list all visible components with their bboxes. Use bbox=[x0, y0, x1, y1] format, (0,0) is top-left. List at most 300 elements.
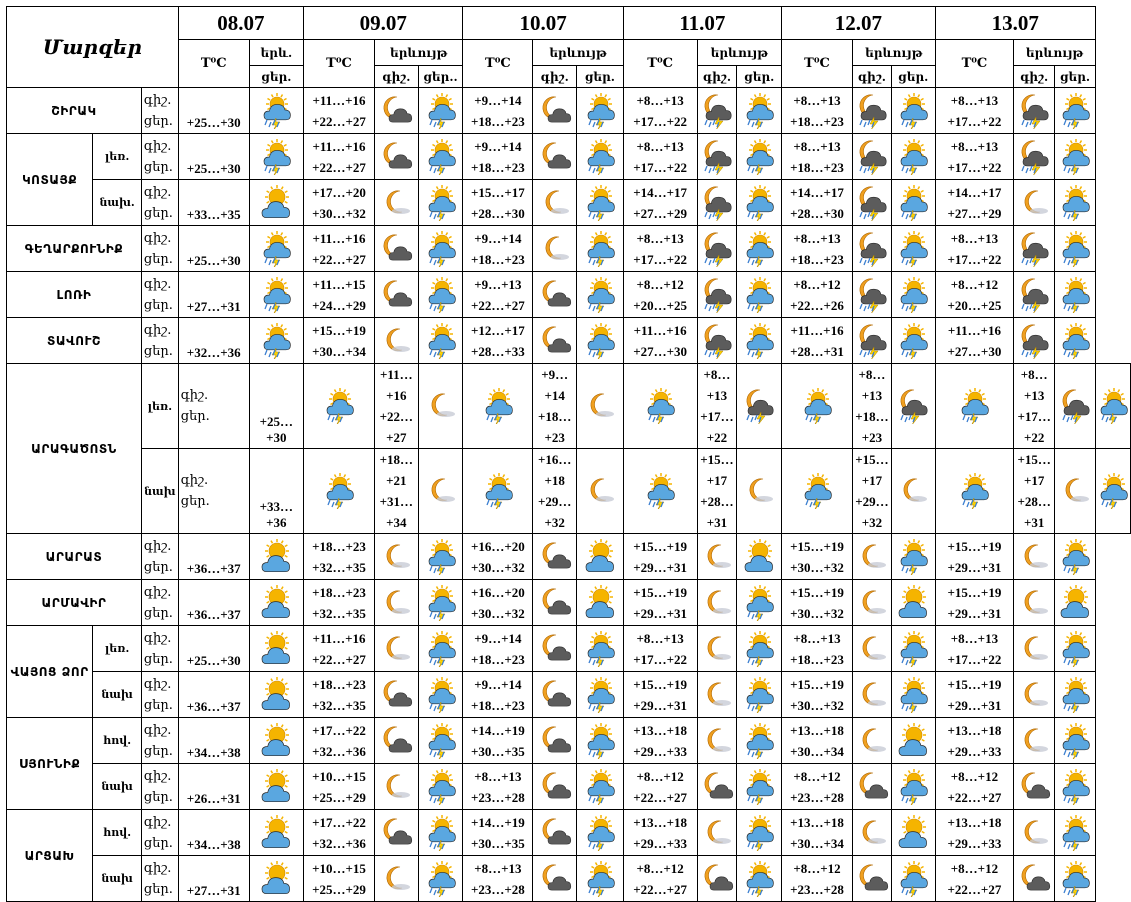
temp-day-1: +25…+30 bbox=[178, 134, 249, 180]
weather-icon bbox=[249, 226, 303, 272]
night-day-label: գիշ. ցեր. bbox=[141, 672, 178, 718]
night-weather-icon bbox=[374, 856, 418, 902]
night-weather-icon bbox=[697, 180, 737, 226]
region-name: ԼՈՌԻ bbox=[7, 272, 142, 318]
day-label: ցեր. bbox=[577, 66, 624, 88]
day-label: ցեր. bbox=[1055, 66, 1096, 88]
temp-range: +15…+17 +29…+32 bbox=[852, 449, 891, 534]
night-weather-icon bbox=[374, 226, 418, 272]
night-weather-icon bbox=[697, 534, 737, 580]
day-weather-icon bbox=[1055, 180, 1096, 226]
phen-short: երև. bbox=[249, 40, 303, 66]
temp-range: +8…+12 +20…+25 bbox=[935, 272, 1014, 318]
phen-label: երևույթ bbox=[1014, 40, 1096, 66]
night-weather-icon bbox=[697, 88, 737, 134]
night-weather-icon bbox=[1014, 626, 1055, 672]
day-weather-icon bbox=[418, 626, 463, 672]
region-name: ԳԵՂԱՐՔՈՒՆԻՔ bbox=[7, 226, 142, 272]
night-weather-icon bbox=[852, 180, 891, 226]
night-weather-icon bbox=[374, 180, 418, 226]
region-name: ՇԻՐԱԿ bbox=[7, 88, 142, 134]
night-day-label: գիշ. ցեր. bbox=[141, 810, 178, 856]
temp-range: +8…+12 +22…+26 bbox=[782, 272, 853, 318]
table-row bbox=[7, 810, 1131, 856]
temp-range: +8…+13 +17…+22 bbox=[623, 134, 697, 180]
day-weather-icon bbox=[737, 134, 782, 180]
night-weather-icon bbox=[374, 134, 418, 180]
day-weather-icon bbox=[418, 764, 463, 810]
day-weather-icon bbox=[1055, 718, 1096, 764]
weather-icon bbox=[304, 449, 375, 534]
temp-range: +8…+12 +23…+28 bbox=[782, 856, 853, 902]
night-weather-icon bbox=[697, 272, 737, 318]
weather-icon bbox=[249, 856, 303, 902]
day-weather-icon bbox=[463, 449, 533, 534]
temp-range: +14…+17 +28…+30 bbox=[782, 180, 853, 226]
night-label: գիշ. bbox=[852, 66, 891, 88]
temp-range: +11…+16 +28…+31 bbox=[782, 318, 853, 364]
night-weather-icon bbox=[1014, 810, 1055, 856]
weather-icon bbox=[249, 88, 303, 134]
temp-range: +8…+13 +23…+28 bbox=[463, 764, 533, 810]
weather-icon bbox=[249, 272, 303, 318]
temp-range: +8…+13 +18…+23 bbox=[782, 88, 853, 134]
table-row bbox=[7, 318, 1131, 364]
day-weather-icon bbox=[737, 318, 782, 364]
day-weather-icon bbox=[1096, 449, 1131, 534]
night-weather-icon bbox=[418, 449, 463, 534]
t-label: T⁰C bbox=[304, 40, 375, 88]
table-row bbox=[7, 718, 1131, 764]
temp-range: +8…+12 +20…+25 bbox=[623, 272, 697, 318]
day-weather-icon bbox=[577, 180, 624, 226]
temp-range: +18…+23 +32…+35 bbox=[304, 534, 375, 580]
night-weather-icon bbox=[374, 672, 418, 718]
night-day-label: գիշ. ցեր. bbox=[178, 364, 249, 449]
night-weather-icon bbox=[1014, 272, 1055, 318]
temp-range: +15…+19 +30…+34 bbox=[304, 318, 375, 364]
day-weather-icon bbox=[418, 672, 463, 718]
day-weather-icon bbox=[737, 226, 782, 272]
temp-range: +8…+13 +17…+22 bbox=[1014, 364, 1055, 449]
temp-range: +8…+12 +22…+27 bbox=[623, 764, 697, 810]
night-weather-icon bbox=[852, 764, 891, 810]
day-weather-icon bbox=[418, 88, 463, 134]
day-weather-icon bbox=[1055, 626, 1096, 672]
night-weather-icon bbox=[1055, 364, 1096, 449]
day-weather-icon bbox=[577, 272, 624, 318]
day-weather-icon bbox=[891, 134, 935, 180]
day-label: ցեր. bbox=[737, 66, 782, 88]
night-weather-icon bbox=[852, 718, 891, 764]
night-weather-icon bbox=[533, 534, 577, 580]
day-label: ցեր.. bbox=[418, 66, 463, 88]
day-weather-icon bbox=[418, 718, 463, 764]
table-row bbox=[7, 226, 1131, 272]
night-weather-icon bbox=[697, 810, 737, 856]
day-weather-icon bbox=[891, 672, 935, 718]
day-weather-icon bbox=[418, 534, 463, 580]
day-weather-icon bbox=[577, 810, 624, 856]
day-weather-icon bbox=[737, 672, 782, 718]
night-weather-icon bbox=[533, 318, 577, 364]
night-day-label: գիշ. ցեր. bbox=[141, 856, 178, 902]
temp-range: +16…+20 +30…+32 bbox=[463, 580, 533, 626]
weather-icon bbox=[249, 534, 303, 580]
night-weather-icon bbox=[533, 764, 577, 810]
day-weather-icon bbox=[577, 718, 624, 764]
night-day-label: գիշ. ցեր. bbox=[178, 449, 249, 534]
night-weather-icon bbox=[374, 272, 418, 318]
region-name: ԱՐԱՐԱՏ bbox=[7, 534, 142, 580]
night-weather-icon bbox=[1014, 534, 1055, 580]
night-weather-icon bbox=[374, 810, 418, 856]
temp-day-1: +32…+36 bbox=[178, 318, 249, 364]
temp-range: +11…+16 +22…+27 bbox=[304, 134, 375, 180]
night-weather-icon bbox=[1014, 226, 1055, 272]
subregion-name: նախ bbox=[93, 856, 142, 902]
weather-icon bbox=[249, 180, 303, 226]
night-weather-icon bbox=[1055, 449, 1096, 534]
weather-icon bbox=[249, 810, 303, 856]
night-day-label: գիշ. ցեր. bbox=[141, 580, 178, 626]
weather-icon bbox=[249, 134, 303, 180]
day-weather-icon bbox=[418, 134, 463, 180]
night-weather-icon bbox=[852, 580, 891, 626]
night-weather-icon bbox=[374, 718, 418, 764]
night-weather-icon bbox=[533, 88, 577, 134]
night-weather-icon bbox=[1014, 180, 1055, 226]
day-weather-icon bbox=[1055, 764, 1096, 810]
temp-range: +12…+17 +28…+33 bbox=[463, 318, 533, 364]
temp-range: +9…+14 +18…+23 bbox=[533, 364, 577, 449]
temp-range: +8…+13 +17…+22 bbox=[623, 226, 697, 272]
temp-range: +8…+12 +23…+28 bbox=[782, 764, 853, 810]
temp-range: +11…+15 +24…+29 bbox=[304, 272, 375, 318]
temp-range: +11…+16 +27…+30 bbox=[935, 318, 1014, 364]
temp-day-1: +25…+30 bbox=[178, 626, 249, 672]
temp-range: +11…+16 +22…+27 bbox=[374, 364, 418, 449]
day-weather-icon bbox=[891, 272, 935, 318]
night-weather-icon bbox=[1014, 856, 1055, 902]
day-weather-icon bbox=[577, 226, 624, 272]
phen-label: երևույթ bbox=[697, 40, 782, 66]
day-weather-icon bbox=[891, 534, 935, 580]
night-weather-icon bbox=[852, 810, 891, 856]
temp-range: +8…+13 +17…+22 bbox=[935, 626, 1014, 672]
day-weather-icon bbox=[891, 180, 935, 226]
subregion-name: հով. bbox=[93, 718, 142, 764]
region-name: ՎԱՅՈՑ ՁՈՐ bbox=[7, 626, 93, 718]
night-weather-icon bbox=[852, 88, 891, 134]
temp-range: +15…+19 +29…+31 bbox=[623, 534, 697, 580]
temp-day-1: +36…+37 bbox=[178, 580, 249, 626]
temp-range: +15…+17 +28…+31 bbox=[1014, 449, 1055, 534]
night-label: գիշ. bbox=[1014, 66, 1055, 88]
day-weather-icon bbox=[418, 180, 463, 226]
temp-day-1: +33…+35 bbox=[178, 180, 249, 226]
night-weather-icon bbox=[852, 856, 891, 902]
date-6: 13.07 bbox=[935, 7, 1095, 40]
night-weather-icon bbox=[697, 672, 737, 718]
temp-range: +13…+18 +29…+33 bbox=[623, 718, 697, 764]
day-weather-icon bbox=[577, 534, 624, 580]
weather-icon bbox=[249, 672, 303, 718]
temp-range: +14…+17 +27…+29 bbox=[623, 180, 697, 226]
day-weather-icon bbox=[577, 856, 624, 902]
night-weather-icon bbox=[533, 856, 577, 902]
day-weather-icon bbox=[418, 856, 463, 902]
night-weather-icon bbox=[533, 272, 577, 318]
weather-icon bbox=[249, 318, 303, 364]
day-weather-icon bbox=[891, 810, 935, 856]
night-weather-icon bbox=[533, 180, 577, 226]
phen-label: երևույթ bbox=[533, 40, 623, 66]
phen-label: երևույթ bbox=[374, 40, 462, 66]
day-weather-icon bbox=[891, 88, 935, 134]
table-row bbox=[7, 856, 1131, 902]
day-label: ցեր. bbox=[891, 66, 935, 88]
region-name: ԱՐԱԳԱԾՈՏՆ bbox=[7, 364, 142, 534]
night-weather-icon bbox=[697, 626, 737, 672]
night-weather-icon bbox=[737, 449, 782, 534]
day-weather-icon bbox=[935, 449, 1014, 534]
day-weather-icon bbox=[737, 810, 782, 856]
temp-range: +13…+18 +29…+33 bbox=[623, 810, 697, 856]
temp-range: +8…+12 +22…+27 bbox=[623, 856, 697, 902]
temp-day-1: +34…+38 bbox=[178, 810, 249, 856]
day-weather-icon bbox=[891, 718, 935, 764]
night-weather-icon bbox=[852, 672, 891, 718]
weather-icon bbox=[249, 718, 303, 764]
night-day-label: գիշ. ցեր. bbox=[141, 88, 178, 134]
night-weather-icon bbox=[533, 718, 577, 764]
temp-range: +9…+14 +18…+23 bbox=[463, 134, 533, 180]
temp-range: +8…+13 +18…+23 bbox=[852, 364, 891, 449]
t-label: T⁰C bbox=[178, 40, 249, 88]
table-row bbox=[7, 764, 1131, 810]
day-weather-icon bbox=[1055, 272, 1096, 318]
temp-range: +9…+14 +18…+23 bbox=[463, 626, 533, 672]
temp-range: +15…+19 +29…+31 bbox=[623, 672, 697, 718]
day-weather-icon bbox=[1055, 134, 1096, 180]
temp-range: +17…+22 +32…+36 bbox=[304, 810, 375, 856]
day-weather-icon bbox=[1055, 580, 1096, 626]
day-weather-icon bbox=[1055, 88, 1096, 134]
night-weather-icon bbox=[737, 364, 782, 449]
temp-day-1: +36…+37 bbox=[178, 672, 249, 718]
night-weather-icon bbox=[533, 134, 577, 180]
temp-day-1: +25…+30 bbox=[178, 88, 249, 134]
night-weather-icon bbox=[852, 226, 891, 272]
night-weather-icon bbox=[697, 856, 737, 902]
night-day-label: գիշ. ցեր. bbox=[141, 272, 178, 318]
temp-range: +8…+13 +17…+22 bbox=[935, 88, 1014, 134]
temp-range: +10…+15 +25…+29 bbox=[304, 856, 375, 902]
day-weather-icon bbox=[1055, 318, 1096, 364]
night-day-label: գիշ. ցեր. bbox=[141, 534, 178, 580]
day-weather-icon bbox=[782, 449, 853, 534]
day-weather-icon bbox=[418, 272, 463, 318]
day-weather-icon bbox=[1055, 672, 1096, 718]
night-weather-icon bbox=[533, 580, 577, 626]
night-weather-icon bbox=[697, 718, 737, 764]
night-day-label: գիշ. ցեր. bbox=[141, 180, 178, 226]
day-weather-icon bbox=[577, 764, 624, 810]
table-row bbox=[7, 449, 1131, 534]
table-row bbox=[7, 364, 1131, 449]
temp-range: +15…+19 +30…+32 bbox=[782, 580, 853, 626]
temp-range: +11…+16 +22…+27 bbox=[304, 88, 375, 134]
region-name: ԱՐՑԱԽ bbox=[7, 810, 93, 902]
day-weather-icon bbox=[463, 364, 533, 449]
region-name: ՏԱՎՈՒՇ bbox=[7, 318, 142, 364]
night-weather-icon bbox=[697, 764, 737, 810]
table-row bbox=[7, 672, 1131, 718]
day-weather-icon bbox=[737, 718, 782, 764]
t-label: T⁰C bbox=[782, 40, 853, 88]
night-day-label: գիշ. ցեր. bbox=[141, 226, 178, 272]
temp-day-1: +36…+37 bbox=[178, 534, 249, 580]
temp-day-1: +33…+36 bbox=[249, 449, 303, 534]
night-weather-icon bbox=[374, 764, 418, 810]
temp-range: +17…+22 +32…+36 bbox=[304, 718, 375, 764]
day-weather-icon bbox=[577, 672, 624, 718]
forecast-table bbox=[6, 6, 1131, 902]
temp-range: +9…+14 +18…+23 bbox=[463, 226, 533, 272]
region-name: ԱՐՄԱՎԻՐ bbox=[7, 580, 142, 626]
temp-day-1: +34…+38 bbox=[178, 718, 249, 764]
date-4: 11.07 bbox=[623, 7, 781, 40]
phen-label: երևույթ bbox=[852, 40, 935, 66]
night-weather-icon bbox=[1014, 718, 1055, 764]
region-name: ԿՈՏԱՅՔ bbox=[7, 134, 93, 226]
temp-range: +11…+16 +22…+27 bbox=[304, 226, 375, 272]
table-row bbox=[7, 180, 1131, 226]
subregion-name: նախ bbox=[93, 672, 142, 718]
night-day-label: գիշ. ցեր. bbox=[141, 718, 178, 764]
temp-range: +11…+16 +27…+30 bbox=[623, 318, 697, 364]
day-weather-icon bbox=[737, 764, 782, 810]
date-5: 12.07 bbox=[782, 7, 936, 40]
subregion-name: լեռ. bbox=[93, 626, 142, 672]
temp-day-1: +25…+30 bbox=[249, 364, 303, 449]
table-row bbox=[7, 272, 1131, 318]
day-weather-icon bbox=[577, 134, 624, 180]
night-weather-icon bbox=[852, 534, 891, 580]
night-label: գիշ. bbox=[374, 66, 418, 88]
weather-icon bbox=[249, 626, 303, 672]
day-weather-icon bbox=[1055, 856, 1096, 902]
night-weather-icon bbox=[1014, 318, 1055, 364]
temp-range: +8…+13 +17…+22 bbox=[935, 226, 1014, 272]
day-weather-icon bbox=[737, 856, 782, 902]
day-weather-icon bbox=[418, 580, 463, 626]
day-weather-icon bbox=[891, 226, 935, 272]
night-day-label: գիշ. ցեր. bbox=[141, 134, 178, 180]
temp-range: +15…+19 +29…+31 bbox=[935, 580, 1014, 626]
table-row bbox=[7, 134, 1131, 180]
subregion-name: լեռ. bbox=[141, 364, 178, 449]
temp-range: +14…+17 +27…+29 bbox=[935, 180, 1014, 226]
night-weather-icon bbox=[697, 318, 737, 364]
temp-range: +8…+12 +22…+27 bbox=[935, 764, 1014, 810]
temp-range: +18…+23 +32…+35 bbox=[304, 580, 375, 626]
temp-range: +9…+14 +18…+23 bbox=[463, 672, 533, 718]
subregion-name: նախ bbox=[93, 764, 142, 810]
day-weather-icon bbox=[418, 226, 463, 272]
night-day-label: գիշ. ցեր. bbox=[141, 318, 178, 364]
day-weather-icon bbox=[737, 180, 782, 226]
temp-range: +16…+20 +30…+32 bbox=[463, 534, 533, 580]
day-weather-icon bbox=[577, 318, 624, 364]
night-weather-icon bbox=[1014, 580, 1055, 626]
day-weather-icon bbox=[737, 580, 782, 626]
temp-range: +8…+12 +22…+27 bbox=[935, 856, 1014, 902]
temp-range: +14…+19 +30…+35 bbox=[463, 718, 533, 764]
night-weather-icon bbox=[533, 626, 577, 672]
temp-range: +8…+13 +18…+23 bbox=[782, 226, 853, 272]
night-day-label: գիշ. ցեր. bbox=[141, 764, 178, 810]
night-weather-icon bbox=[1014, 764, 1055, 810]
day-weather-icon bbox=[891, 318, 935, 364]
temp-range: +13…+18 +30…+34 bbox=[782, 718, 853, 764]
temp-day-1: +26…+31 bbox=[178, 764, 249, 810]
subregion-name: հով. bbox=[93, 810, 142, 856]
night-weather-icon bbox=[697, 226, 737, 272]
weather-icon bbox=[304, 364, 375, 449]
night-label: գիշ. bbox=[697, 66, 737, 88]
t-label: T⁰C bbox=[623, 40, 697, 88]
temp-range: +15…+19 +29…+31 bbox=[935, 672, 1014, 718]
temp-range: +8…+13 +17…+22 bbox=[697, 364, 737, 449]
t-label: T⁰C bbox=[463, 40, 533, 88]
region-name: ՍՅՈՒՆԻՔ bbox=[7, 718, 93, 810]
day-label: ցեր. bbox=[249, 66, 303, 88]
night-label: գիշ. bbox=[533, 66, 577, 88]
temp-range: +18…+21 +31…+34 bbox=[374, 449, 418, 534]
temp-range: +18…+23 +32…+35 bbox=[304, 672, 375, 718]
temp-range: +11…+16 +22…+27 bbox=[304, 626, 375, 672]
day-weather-icon bbox=[418, 318, 463, 364]
night-weather-icon bbox=[697, 134, 737, 180]
temp-range: +14…+19 +30…+35 bbox=[463, 810, 533, 856]
day-weather-icon bbox=[891, 856, 935, 902]
night-weather-icon bbox=[577, 364, 624, 449]
date-2: 09.07 bbox=[304, 7, 463, 40]
temp-range: +9…+13 +22…+27 bbox=[463, 272, 533, 318]
temp-range: +16…+18 +29…+32 bbox=[533, 449, 577, 534]
subregion-name: նախ bbox=[141, 449, 178, 534]
date-3: 10.07 bbox=[463, 7, 623, 40]
temp-range: +15…+19 +30…+32 bbox=[782, 534, 853, 580]
weather-icon bbox=[249, 764, 303, 810]
day-weather-icon bbox=[737, 626, 782, 672]
night-weather-icon bbox=[374, 534, 418, 580]
night-day-label: գիշ. ցեր. bbox=[141, 626, 178, 672]
day-weather-icon bbox=[577, 580, 624, 626]
night-weather-icon bbox=[418, 364, 463, 449]
night-weather-icon bbox=[374, 318, 418, 364]
night-weather-icon bbox=[1014, 134, 1055, 180]
day-weather-icon bbox=[577, 88, 624, 134]
temp-range: +8…+13 +18…+23 bbox=[782, 134, 853, 180]
temp-range: +17…+20 +30…+32 bbox=[304, 180, 375, 226]
night-weather-icon bbox=[852, 272, 891, 318]
temp-range: +9…+14 +18…+23 bbox=[463, 88, 533, 134]
temp-day-1: +25…+30 bbox=[178, 226, 249, 272]
day-weather-icon bbox=[1055, 226, 1096, 272]
